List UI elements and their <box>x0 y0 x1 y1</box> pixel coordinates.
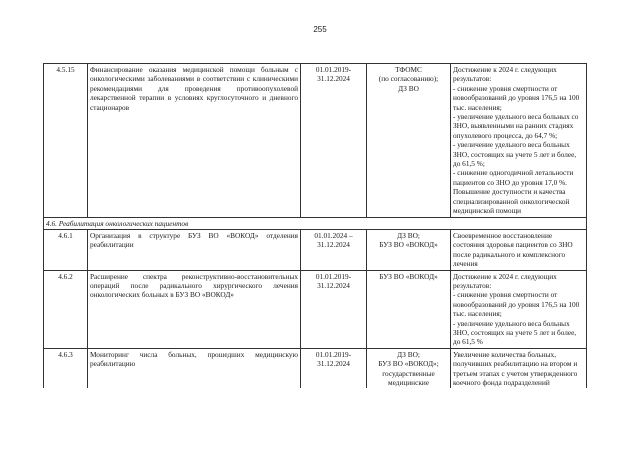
result-line: - снижение уровня смертности от новообразований до уровня 176,5 на 100 тыс. населения; <box>453 83 580 112</box>
cell-executors <box>367 64 451 218</box>
cell-result <box>451 348 587 388</box>
cell-action: Мониторинг числа больных, прошедших медицинскую реабилитацию <box>88 348 301 388</box>
result-line: Увеличение количества больных, получивших реабилитацию на втором и третьем этапах с учетом утвержденного коечного фонда подразделений <box>453 349 578 387</box>
table-row <box>44 348 587 388</box>
date-line: 31.12.2024 <box>317 240 350 250</box>
date-line: 31.12.2024 <box>317 280 350 290</box>
result-line: - увеличение удельного веса больных со ЗНО, выявленными на ранних стадиях опухолевого процесса, до 64,7 %; <box>453 112 579 140</box>
executor-line: БУЗ ВО «ВОКОД» <box>379 240 438 250</box>
executor-line: БУЗ ВО «ВОКОД»; <box>378 359 439 369</box>
cell-executors <box>367 348 451 388</box>
result-line: Достижение к 2024 г. следующих результатов: <box>453 271 557 290</box>
result-line: - снижение уровня смертности от новообразований до уровня 176,5 на 100 тыс. населения; <box>453 290 580 319</box>
result-line: - снижение одногодичной летальности пациентов со ЗНО до уровня 17,0 %. <box>453 168 574 187</box>
cell-dates <box>301 64 367 218</box>
date-line: 01.01.2019- <box>315 349 352 359</box>
executor-line: (по согласованию); <box>378 74 439 84</box>
cell-number: 4.6.3 <box>44 348 88 388</box>
cell-dates <box>301 229 367 270</box>
result-line: - увеличение удельного веса больных ЗНО, состоящих на учете 5 лет и более, до 61,5 %; <box>453 140 577 169</box>
cell-action: Финансирование оказания медицинской помощи больным с онкологическими заболеваниями в соответствии с клиническими рекомендациями для проведения противоопухолевой лекарственной терапии в условиях круглосуточного и дневного стационаров <box>88 64 301 218</box>
table-row <box>44 64 587 218</box>
result-line: Своевременное восстановление состояния здоровья пациентов со ЗНО после радикального и комплексного лечения <box>453 230 573 269</box>
executor-line: ТФОМС <box>395 65 422 74</box>
executor-line: государственные <box>382 368 435 378</box>
result-line: Достижение к 2024 г. следующих результатов: <box>453 65 557 84</box>
date-line: 01.01.2019- <box>315 271 352 281</box>
cell-number: 4.5.15 <box>44 64 88 218</box>
executor-line: ДЗ ВО; <box>397 349 420 359</box>
executor-line: медицинские <box>387 378 430 387</box>
cell-result <box>451 270 587 348</box>
section-title: 4.6. Реабилитация онкологических пациентов <box>44 217 587 229</box>
cell-number: 4.6.2 <box>44 270 88 348</box>
cell-result <box>451 229 587 270</box>
table-row <box>44 229 587 270</box>
cell-dates <box>301 270 367 348</box>
date-line: 01.01.2019- <box>315 65 352 74</box>
section-row <box>44 217 587 229</box>
measures-table <box>43 63 587 388</box>
cell-action: Организация в структуре БУЗ ВО «ВОКОД» отделения реабилитации <box>88 229 301 270</box>
cell-dates <box>301 348 367 388</box>
date-line: 31.12.2024 <box>317 359 350 369</box>
executor-line: ДЗ ВО; <box>397 230 420 240</box>
page-number: 255 <box>313 25 327 34</box>
cell-action: Расширение спектра реконструктивно-восстановительных операций после радикального хирургического лечения онкологических больных в БУЗ ВО «ВОКОД» <box>88 270 301 348</box>
cell-executors <box>367 229 451 270</box>
table-body-top <box>44 64 587 218</box>
cell-result <box>451 64 587 218</box>
date-line: 31.12.2024 <box>317 74 350 84</box>
result-line: - увеличение удельного веса больных ЗНО, состоящих на учете 5 лет и более, до 61,5 % <box>453 318 577 347</box>
result-line: Повышение доступности и качества специализированной онкологической медицинской помощи <box>453 187 570 216</box>
cell-executors <box>367 270 451 348</box>
date-line: 01.01.2024 – <box>314 230 353 240</box>
section-body <box>44 217 587 229</box>
table-row <box>44 270 587 348</box>
cell-number: 4.6.1 <box>44 229 88 270</box>
executor-line: ДЗ ВО <box>398 83 419 93</box>
executor-line: БУЗ ВО «ВОКОД» <box>379 271 438 281</box>
table-body-bottom <box>44 229 587 388</box>
